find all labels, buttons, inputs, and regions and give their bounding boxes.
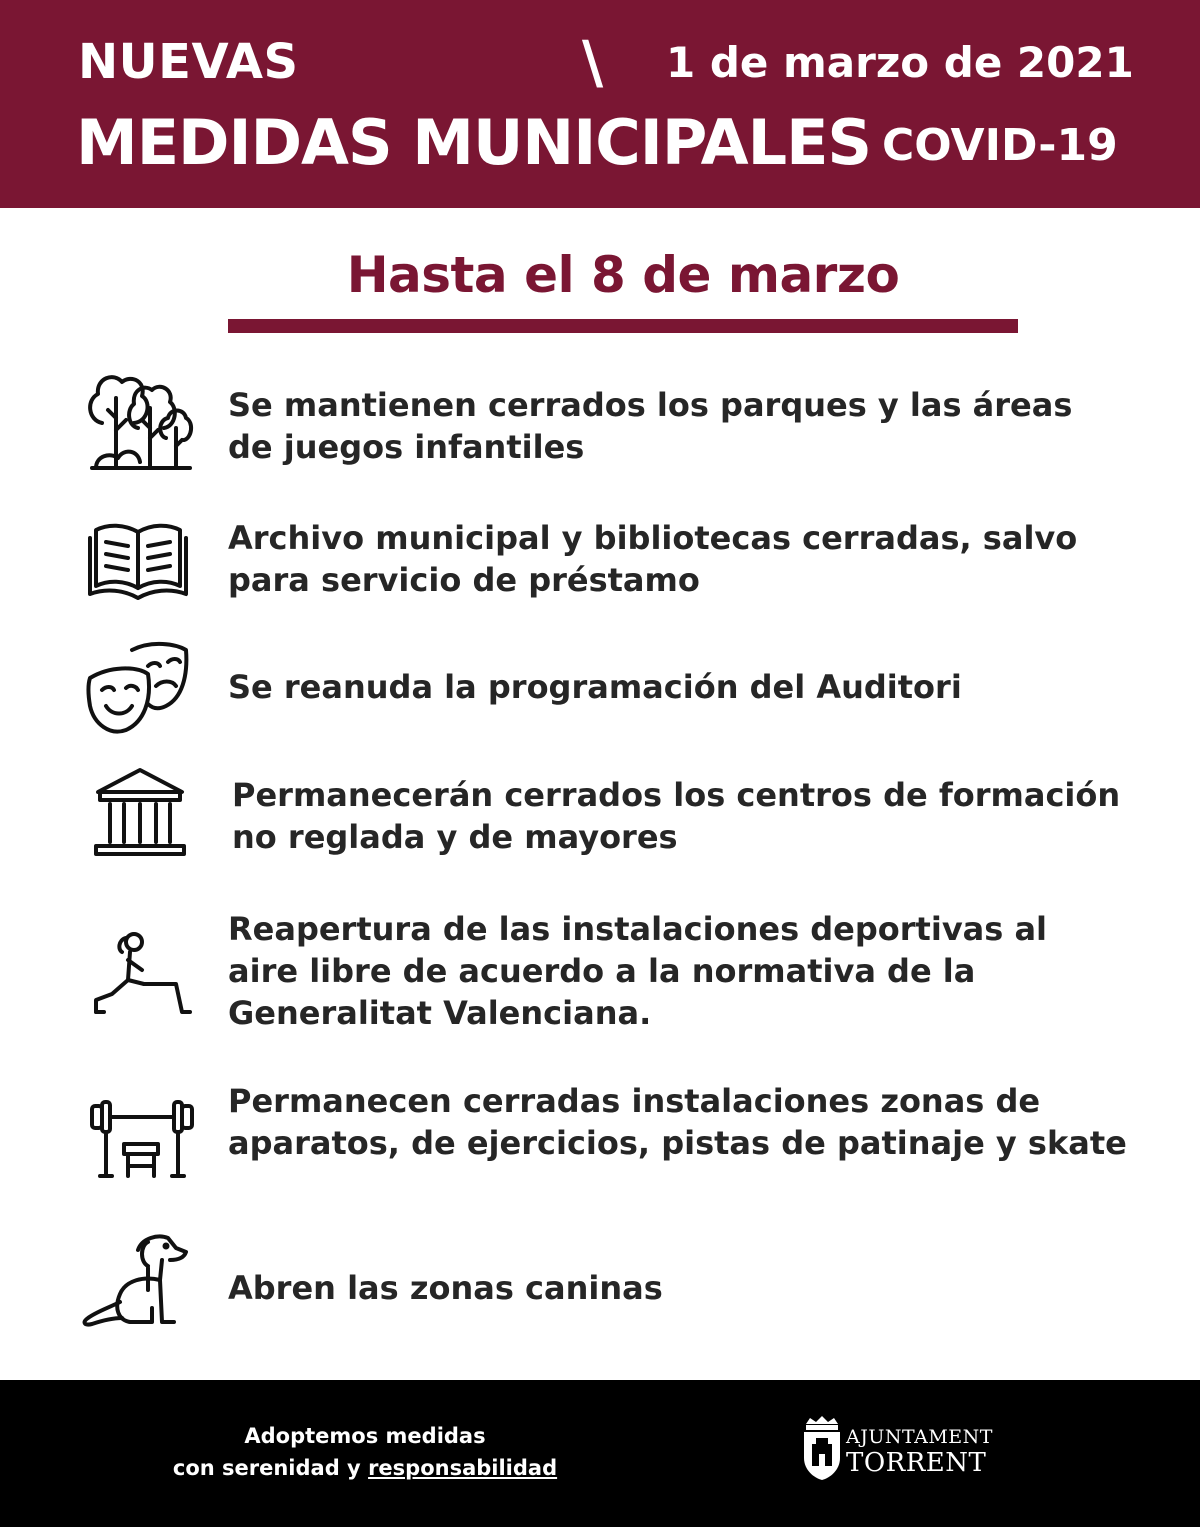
barbell-bench-icon xyxy=(82,1094,202,1204)
theater-masks-icon xyxy=(82,636,202,746)
measure-libraries: Archivo municipal y bibliotecas cerradas, salvo para servicio de préstamo xyxy=(228,519,1078,599)
footer-slogan xyxy=(160,1420,570,1484)
header-separator: \ xyxy=(582,28,604,96)
trees-icon xyxy=(80,368,200,478)
slogan-line2-prefix: con serenidad y xyxy=(172,1456,369,1480)
header-banner xyxy=(0,0,1200,208)
measure-parks: Se mantienen cerrados los parques y las áreas de juegos infantiles xyxy=(228,386,1073,466)
ajuntament-torrent-logo xyxy=(800,1414,993,1484)
measure-sports-outdoor: Reapertura de las instalaciones deportivas al aire libre de acuerdo a la normativa de la Generalitat Valenciana. xyxy=(228,910,1048,1032)
slogan-underlined-word: responsabilidad xyxy=(368,1456,558,1480)
header-tag: COVID-19 xyxy=(882,120,1118,171)
book-icon xyxy=(80,510,200,620)
slogan-line2 xyxy=(160,1452,570,1484)
footer xyxy=(0,1380,1200,1527)
logo-line2: TORRENT xyxy=(846,1448,987,1478)
measure-exercise-zones: Permanecen cerradas instalaciones zonas de aparatos, de ejercicios, pistas de patinaje y skate xyxy=(228,1082,1127,1162)
exercise-lunge-icon xyxy=(84,924,204,1034)
header-title: MEDIDAS MUNICIPALES xyxy=(76,106,872,179)
dog-icon xyxy=(78,1228,198,1338)
measure-training-centers: Permanecerán cerrados los centros de formación no reglada y de mayores xyxy=(232,776,1121,856)
measure-dog-zones: Abren las zonas caninas xyxy=(228,1269,663,1307)
header-line1: NUEVAS xyxy=(78,34,299,90)
subtitle-rule xyxy=(228,319,1018,333)
header-date: 1 de marzo de 2021 xyxy=(666,38,1134,87)
measure-auditori: Se reanuda la programación del Auditori xyxy=(228,668,962,706)
torrent-coat-of-arms-icon xyxy=(800,1414,844,1484)
slogan-line1: Adoptemos medidas xyxy=(244,1424,486,1448)
subtitle: Hasta el 8 de marzo xyxy=(346,246,900,304)
logo-line1: AJUNTAMENT xyxy=(846,1426,993,1448)
building-columns-icon xyxy=(82,762,202,872)
